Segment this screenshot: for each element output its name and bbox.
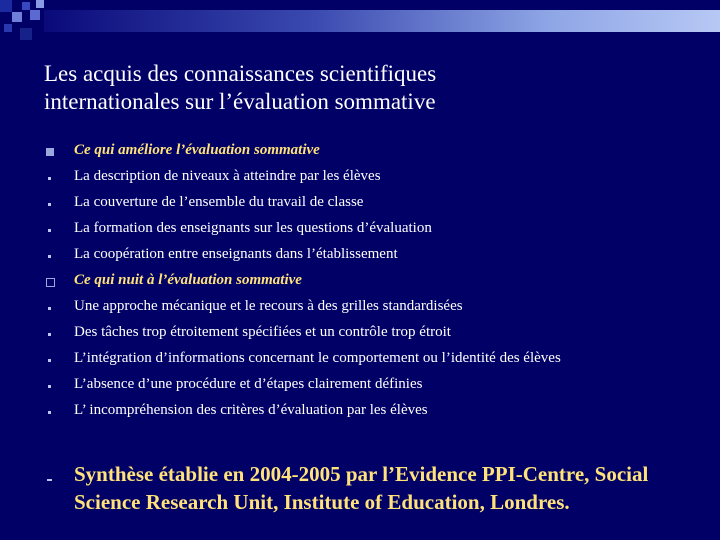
list-item-text: L’intégration d’informations concernant le comportement ou l’identité des élèves (74, 350, 561, 366)
square-bullet-icon (46, 148, 54, 156)
hollow-square-bullet-icon (46, 278, 55, 287)
dash-bullet-icon (47, 479, 52, 481)
list-item-text: Une approche mécanique et le recours à des grilles standardisées (74, 298, 463, 314)
list-item (44, 296, 704, 322)
dot-bullet-icon (48, 177, 51, 180)
list-item (44, 192, 704, 218)
list-item (44, 322, 704, 348)
deco-square (20, 28, 32, 40)
section-heading (44, 270, 704, 296)
list-item-text: Ce qui nuit à l’évaluation sommative (74, 272, 302, 288)
deco-square (36, 0, 44, 8)
title-line-2: internationales sur l’évaluation sommative (44, 89, 436, 114)
deco-square (22, 2, 30, 10)
list-item-text: La coopération entre enseignants dans l’établissement (74, 246, 398, 262)
section-heading (44, 140, 704, 166)
list-item (44, 166, 704, 192)
dot-bullet-icon (48, 411, 51, 414)
source-text: Synthèse établie en 2004-2005 par l’Evidence PPI-Centre, Social Science Research Unit, Institute of Education, Londres. (74, 462, 649, 514)
list-item (44, 244, 704, 270)
list-item (44, 400, 704, 426)
dot-bullet-icon (48, 333, 51, 336)
dot-bullet-icon (48, 229, 51, 232)
list-item (44, 348, 704, 374)
list-item-text: L’ incompréhension des critères d’évaluation par les élèves (74, 402, 428, 418)
list-item (44, 218, 704, 244)
bullet-list (44, 140, 704, 426)
deco-square (0, 0, 12, 12)
deco-square (4, 24, 12, 32)
title-line-1: Les acquis des connaissances scientifiques (44, 61, 437, 86)
list-item-text: Ce qui améliore l’évaluation sommative (74, 142, 320, 158)
list-item-text: L’absence d’une procédure et d’étapes clairement définies (74, 376, 423, 392)
dot-bullet-icon (48, 255, 51, 258)
header-gradient-bar (44, 10, 720, 32)
list-item (44, 374, 704, 400)
deco-square (30, 10, 40, 20)
list-item-text: La description de niveaux à atteindre par les élèves (74, 168, 381, 184)
list-item-text: Des tâches trop étroitement spécifiées et un contrôle trop étroit (74, 324, 451, 340)
list-item-text: La couverture de l’ensemble du travail de classe (74, 194, 364, 210)
dot-bullet-icon (48, 359, 51, 362)
dot-bullet-icon (48, 307, 51, 310)
slide-title (44, 60, 684, 116)
dot-bullet-icon (48, 203, 51, 206)
dot-bullet-icon (48, 385, 51, 388)
deco-square (12, 12, 22, 22)
list-item-text: La formation des enseignants sur les questions d’évaluation (74, 220, 432, 236)
